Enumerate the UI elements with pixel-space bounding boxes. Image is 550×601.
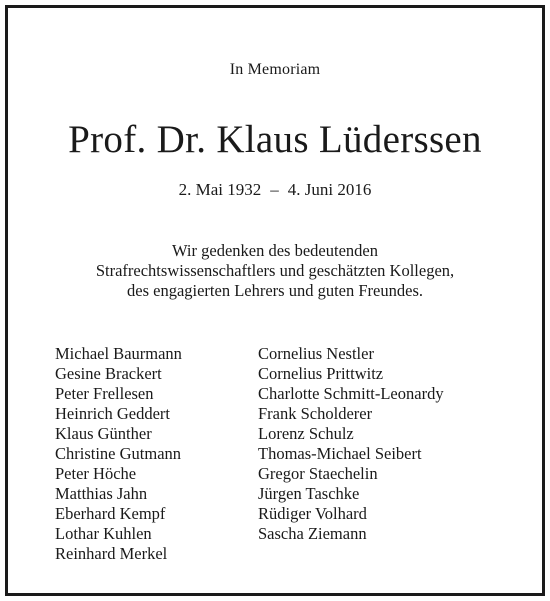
signatory-name: Lorenz Schulz (258, 424, 354, 443)
death-date: 4. Juni 2016 (287, 180, 372, 199)
signatory-name: Frank Scholderer (258, 404, 373, 423)
tribute-text (8, 241, 542, 301)
signatory-name: Peter Frellesen (55, 384, 154, 403)
signatory-name: Cornelius Nestler (258, 344, 374, 363)
signatory-name: Cornelius Prittwitz (258, 364, 384, 383)
tribute-line: Strafrechtswissenschaftlers und geschätzten Kollegen, (95, 261, 455, 280)
signatory-name: Matthias Jahn (55, 484, 148, 503)
tribute-line: Wir gedenken des bedeutenden (172, 241, 378, 260)
signatory-name: Reinhard Merkel (55, 544, 168, 563)
date-separator: – (270, 180, 279, 199)
life-dates (8, 180, 542, 200)
signatory-name: Eberhard Kempf (55, 504, 166, 523)
signatory-name: Lothar Kuhlen (55, 524, 152, 543)
signatory-name: Thomas-Michael Seibert (258, 444, 422, 463)
in-memoriam-heading: In Memoriam (229, 61, 321, 78)
obituary-notice (5, 5, 545, 596)
signatory-name: Sascha Ziemann (258, 524, 367, 543)
birth-date: 2. Mai 1932 (178, 180, 262, 199)
signatory-name: Klaus Günther (55, 424, 152, 443)
signatory-name: Gregor Staechelin (258, 464, 378, 483)
signatory-name: Gesine Brackert (55, 364, 162, 383)
signatory-name: Rüdiger Volhard (258, 504, 367, 523)
signatory-name: Christine Gutmann (55, 444, 182, 463)
signatory-name: Jürgen Taschke (258, 484, 360, 503)
signatories-right-column (258, 344, 444, 544)
signatory-name: Charlotte Schmitt-Leonardy (258, 384, 444, 403)
signatory-name: Peter Höche (55, 464, 137, 483)
signatory-name: Michael Baurmann (55, 344, 182, 363)
signatories-left-column (55, 344, 182, 564)
deceased-name: Prof. Dr. Klaus Lüderssen (68, 118, 482, 161)
tribute-line: des engagierten Lehrers und guten Freundes. (127, 281, 423, 300)
signatory-name: Heinrich Geddert (55, 404, 170, 423)
